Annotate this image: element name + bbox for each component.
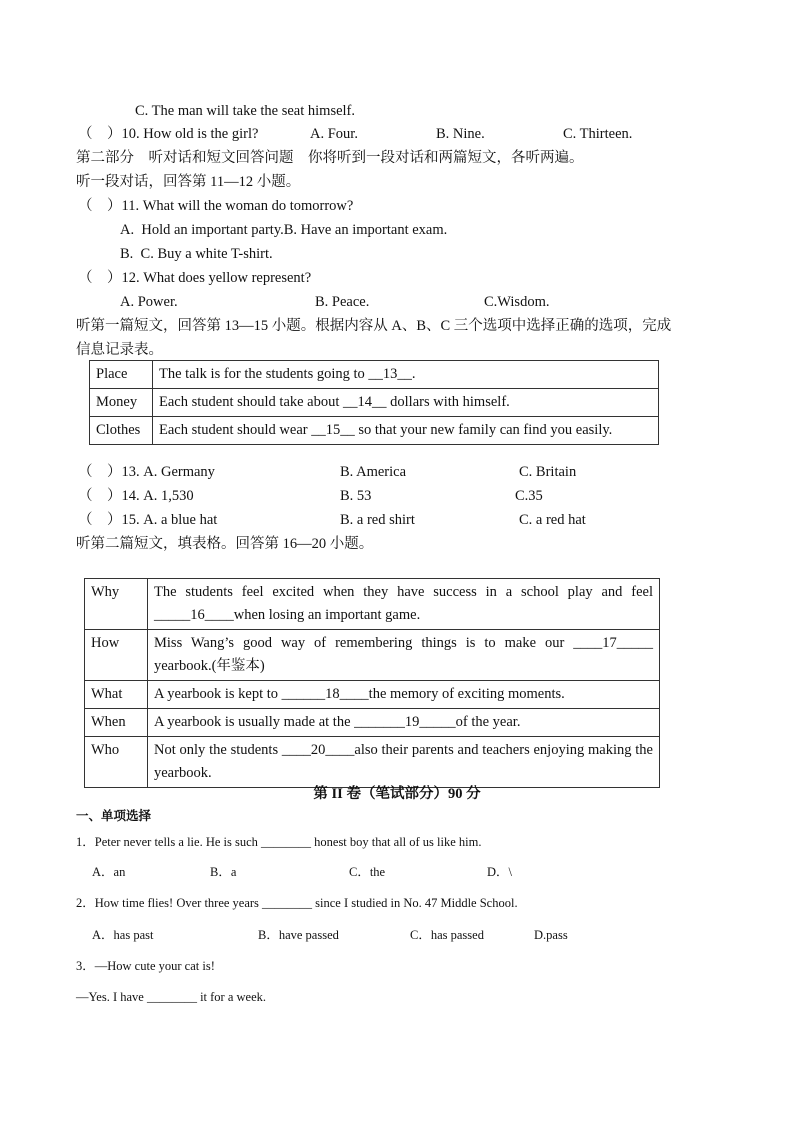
info-table-2	[84, 578, 660, 788]
q10-option-a: A. Four.	[310, 126, 358, 142]
dialogue-instruction: 听一段对话，回答第 11—12 小题。	[76, 174, 301, 190]
row-header: Clothes	[90, 417, 153, 445]
row-text: The talk is for the students going to __13__.	[153, 361, 659, 389]
row-text: Miss Wang’s good way of remembering things is to make our ____17_____ yearbook.(年鉴本)	[148, 630, 660, 681]
row-text: A yearbook is usually made at the _______19_____of the year.	[148, 709, 660, 737]
q15-stem: （ ）15. A. a blue hat	[78, 512, 218, 528]
row-text: Each student should take about __14__ dollars with himself.	[153, 389, 659, 417]
q1-option-b: B．a	[210, 865, 237, 879]
table-row	[90, 389, 659, 417]
q14-stem: （ ）14. A. 1,530	[78, 488, 194, 504]
q12-option-c: C.Wisdom.	[484, 294, 550, 310]
row-header: Money	[90, 389, 153, 417]
passage1-instruction-cont: 信息记录表。	[76, 342, 163, 358]
q10-stem: （ ）10. How old is the girl?	[78, 126, 259, 142]
q2-stem: 2．How time flies! Over three years ________ since I studied in No. 47 Middle School.	[76, 896, 518, 910]
info-table-1	[89, 360, 659, 445]
q3-stem: 3．—How cute your cat is!	[76, 959, 215, 973]
row-text: The students feel excited when they have success in a school play and feel _____16____when losing an important game.	[148, 579, 660, 630]
q2-option-a: A．has past	[92, 928, 154, 942]
q3-reply: —Yes. I have ________ it for a week.	[76, 990, 267, 1004]
section-heading-single-choice: 一、单项选择	[76, 809, 152, 823]
table-row	[90, 361, 659, 389]
q12-option-a: A. Power.	[120, 294, 178, 310]
table-row	[85, 630, 660, 681]
blank-15: __15__	[311, 422, 355, 438]
passage1-instruction: 听第一篇短文，回答第 13—15 小题。根据内容从 A、B、C 三个选项中选择正确的选项，完成	[76, 318, 672, 334]
blank-14: __14__	[343, 394, 387, 410]
row-text: Each student should wear __15__ so that your new family can find you easily.	[153, 417, 659, 445]
row-header: Who	[85, 737, 148, 788]
row-header: Place	[90, 361, 153, 389]
q10-option-b: B. Nine.	[436, 126, 485, 142]
q11-options-ab: A. Hold an important party.B. Have an important exam.	[120, 222, 448, 238]
row-header: When	[85, 709, 148, 737]
row-text: Not only the students ____20____also their parents and teachers enjoying making the yearbook.	[148, 737, 660, 788]
q14-option-b: B. 53	[340, 488, 372, 504]
row-header: What	[85, 681, 148, 709]
row-header: Why	[85, 579, 148, 630]
q2-option-c: C．has passed	[410, 928, 484, 942]
q1-option-d: D．\	[487, 865, 513, 879]
q2-option-d: D.pass	[534, 928, 568, 942]
q1-option-c: C．the	[349, 865, 386, 879]
q1-stem: 1．Peter never tells a lie. He is such ________ honest boy that all of us like him.	[76, 835, 482, 849]
q1-option-a: A．an	[92, 865, 126, 879]
q11-stem: （ ）11. What will the woman do tomorrow?	[78, 198, 354, 214]
q13-stem: （ ）13. A. Germany	[78, 464, 215, 480]
q15-option-c: C. a red hat	[519, 512, 586, 528]
table-row	[85, 737, 660, 788]
q12-stem: （ ）12. What does yellow represent?	[78, 270, 312, 286]
q11-option-c: B. C. Buy a white T-shirt.	[120, 246, 273, 262]
table-row	[90, 417, 659, 445]
q13-option-b: B. America	[340, 464, 407, 480]
row-header: How	[85, 630, 148, 681]
q14-option-c: C.35	[515, 488, 543, 504]
table-row	[85, 709, 660, 737]
table-row	[85, 579, 660, 630]
blank-13: __13__	[368, 366, 412, 382]
q10-option-c: C. Thirteen.	[563, 126, 633, 142]
q2-option-b: B．have passed	[258, 928, 339, 942]
row-text: A yearbook is kept to ______18____the memory of exciting moments.	[148, 681, 660, 709]
paper-part2-title: 第 II 卷（笔试部分）90 分	[313, 786, 481, 802]
q15-option-b: B. a red shirt	[340, 512, 415, 528]
q13-option-c: C. Britain	[519, 464, 577, 480]
part2-heading: 第二部分 听对话和短文回答问题 你将听到一段对话和两篇短文，各听两遍。	[76, 150, 584, 166]
q12-option-b: B. Peace.	[315, 294, 370, 310]
passage2-instruction: 听第二篇短文，填表格。回答第 16—20 小题。	[76, 536, 374, 552]
table-row	[85, 681, 660, 709]
q9-option-c: C. The man will take the seat himself.	[135, 103, 355, 119]
